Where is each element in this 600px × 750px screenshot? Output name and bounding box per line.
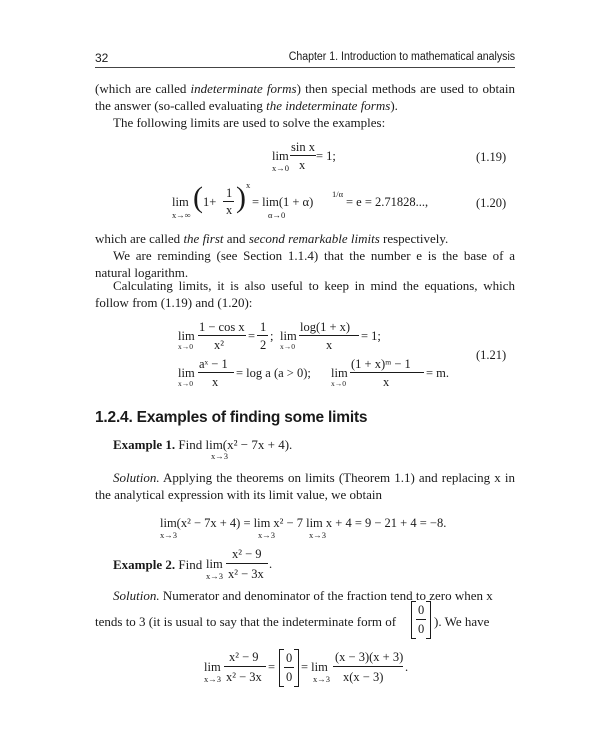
left-bracket <box>411 601 416 639</box>
section-heading: 1.2.4. Examples of finding some limits <box>95 409 368 426</box>
left-bracket <box>279 649 284 687</box>
book-page: 32 Chapter 1. Introduction to mathematical analysis (which are called indeterminate forms) then special methods are used to obtain the answer (so-called evaluating the indeterminate forms). The following limits are used to solve the examples: lim x→0 sin x x = 1; (1.19) lim x→∞ ( 1+ 1 x ) x = lim(1 + α) 1/α α→0 = e = 2.71828..., (1.20) which are called the first and second remarkable limits respectively. We are reminding (see Section 1.1.4) that the number e is the base of a natural logarithm. Calculating limits, it is also useful to keep in mind the equations, which follow from (1.19) and (1.20): lim x→0 1 − cos x x² = 1 2 ; lim x→0 log(1 + x) x = 1; lim x→0 aˣ − 1 x = log a (a > 0); lim x→0 (1 + x)ᵐ − 1 x = m. (1.21) 1.2.4. Examples of finding some limits Example 1. Find lim(x² − 7x + 4). x→3 Solution. Applying the theorems on limits (Theorem 1.1) and replacing x in the analytical expression with its limit value, we obtain lim(x² − 7x + 4) = lim x² − 7 lim x + 4 = 9 − 21 + 4 = −8. x→3 x→3 x→3 Example 2. Find lim x→3 x² − 9 x² − 3x . Solution. Numerator and denominator of the fraction tend to zero when x tends to 3 (it is usual to say that the indeterminate form of 0 0 ). We have lim x→3 x² − 9 x² − 3x = 0 0 = lim x→3 (x − 3)(x + 3) x(x − 3) . <box>0 0 600 750</box>
page-number: 32 <box>95 51 109 65</box>
fraction-line <box>350 372 424 373</box>
solution-1: Solution. Applying the theorems on limits (Theorem 1.1) and replacing x in the analytical expression with its limit value, we obtain <box>95 470 515 502</box>
paragraph-remarkable-limits: which are called the first and second remarkable limits respectively. <box>95 231 449 246</box>
fraction-line <box>290 155 316 156</box>
equation-number: (1.19) <box>476 150 507 164</box>
fraction-line <box>198 335 246 336</box>
right-bracket <box>294 649 299 687</box>
fraction-line <box>284 667 294 668</box>
equation-number: (1.21) <box>476 348 507 362</box>
fraction-line <box>299 335 359 336</box>
fraction-line <box>226 563 268 564</box>
paragraph-number-e: We are reminding (see Section 1.1.4) that the number e is the base of a natural logarithm. <box>95 248 515 280</box>
chapter-title: Chapter 1. Introduction to mathematical analysis <box>288 51 515 63</box>
right-bracket <box>426 601 431 639</box>
fraction-line <box>224 666 266 667</box>
running-header <box>95 50 515 68</box>
fraction-line <box>198 372 234 373</box>
paragraph-indeterminate-forms: (which are called indeterminate forms) then special methods are used to obtain the answer (so-called evaluating the indeterminate forms). <box>95 81 515 113</box>
paragraph-calculating-limits: Calculating limits, it is also useful to keep in mind the equations, which follow from (1.19) and (1.20): <box>95 278 515 310</box>
equation-number: (1.20) <box>476 196 507 210</box>
fraction-line <box>416 619 426 620</box>
paragraph-following-limits: The following limits are used to solve the examples: <box>113 115 386 130</box>
fraction-line <box>223 201 234 202</box>
solution-2: Solution. Numerator and denominator of the fraction tend to zero when x <box>113 588 493 603</box>
fraction-line <box>333 666 403 667</box>
fraction-line <box>257 335 268 336</box>
